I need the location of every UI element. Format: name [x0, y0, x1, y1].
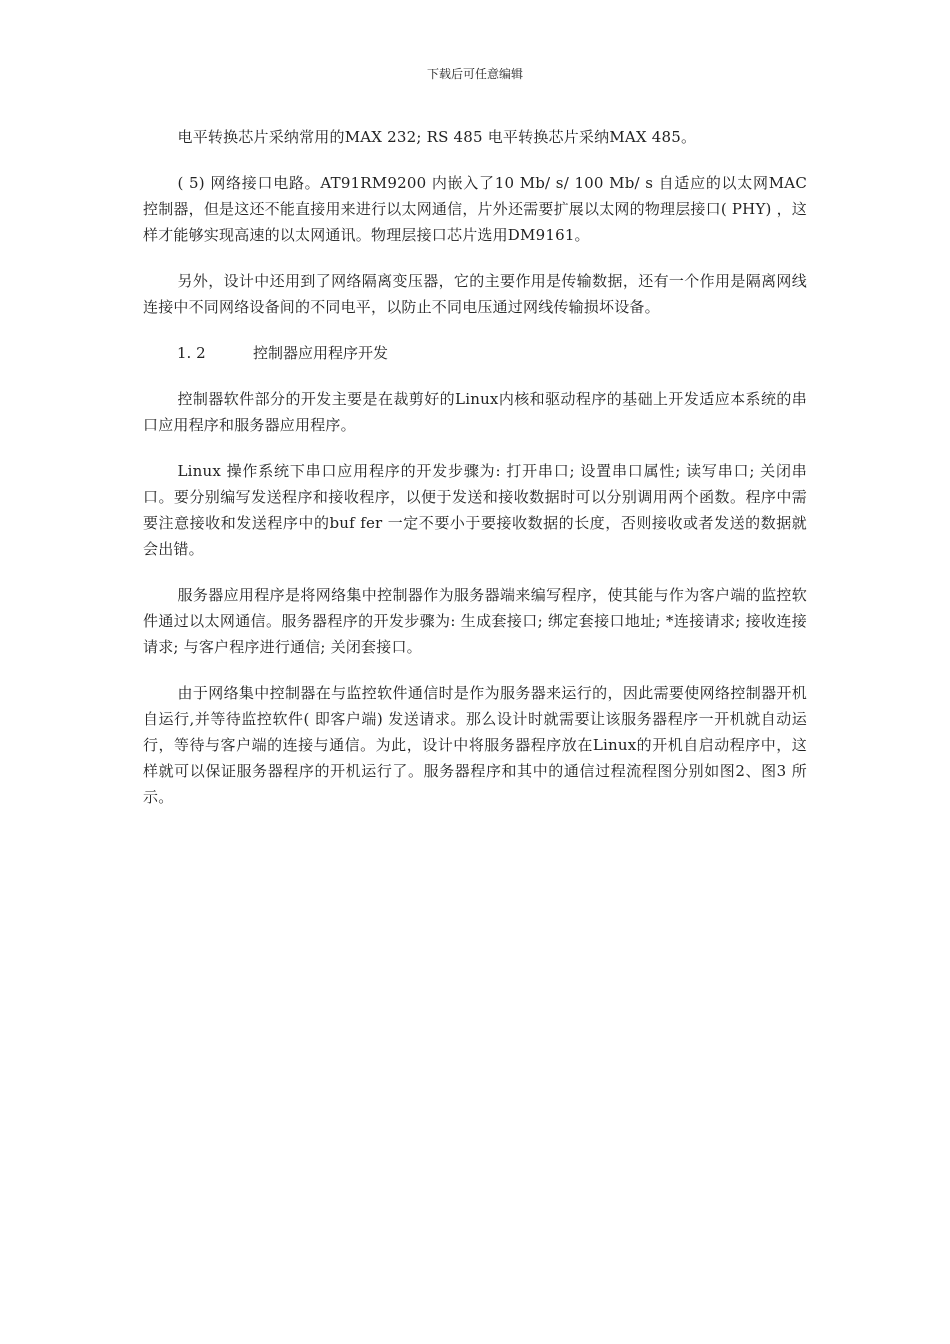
section-title: 控制器应用程序开发	[253, 344, 389, 362]
paragraph-controller-software: 控制器软件部分的开发主要是在裁剪好的Linux内核和驱动程序的基础上开发适应本系统的串口应用程序和服务器应用程序。	[143, 390, 807, 434]
paragraph-level-converter: 电平转换芯片采纳常用的MAX 232; RS 485 电平转换芯片采纳MAX 485。	[177, 128, 697, 146]
paragraph-serial-port-steps: Linux 操作系统下串口应用程序的开发步骤为: 打开串口; 设置串口属性; 读写串口; 关闭串口。要分别编写发送程序和接收程序，以便于发送和接收数据时可以分别调用两个函数。程序中需要注意接收和发送程序中的buf fer 一定不要小于要接收数据的长度，否则接收或者发送的数据就会出错。	[143, 462, 807, 558]
document-body	[143, 124, 807, 830]
section-number: 1. 2	[177, 344, 206, 362]
paragraph-server-application: 服务器应用程序是将网络集中控制器作为服务器端来编写程序，使其能与作为客户端的监控软件通过以太网通信。服务器程序的开发步骤为: 生成套接口; 绑定套接口地址; *连接请求; 接收连接请求; 与客户程序进行通信; 关闭套接口。	[143, 586, 807, 656]
paragraph-isolation-transformer: 另外，设计中还用到了网络隔离变压器，它的主要作用是传输数据，还有一个作用是隔离网线连接中不同网络设备间的不同电平，以防止不同电压通过网线传输损坏设备。	[143, 272, 807, 316]
paragraph-server-autostart: 由于网络集中控制器在与监控软件通信时是作为服务器来运行的，因此需要使网络控制器开机自运行,并等待监控软件( 即客户端) 发送请求。那么设计时就需要让该服务器程序一开机就自动运行，等待与客户端的连接与通信。为此，设计中将服务器程序放在Linux的开机自启动程序中，这样就可以保证服务器程序的开机运行了。服务器程序和其中的通信过程流程图分别如图2、图3 所示。	[143, 684, 807, 806]
section-heading	[143, 340, 807, 366]
page-header: 下载后可任意编辑	[426, 67, 523, 81]
paragraph-network-interface: ( 5) 网络接口电路。AT91RM9200 内嵌入了10 Mb/ s/ 100 Mb/ s 自适应的以太网MAC 控制器，但是这还不能直接用来进行以太网通信，片外还需要扩展以太网的物理层接口( PHY) ，这样才能够实现高速的以太网通讯。物理层接口芯片选用DM9161。	[143, 174, 807, 244]
